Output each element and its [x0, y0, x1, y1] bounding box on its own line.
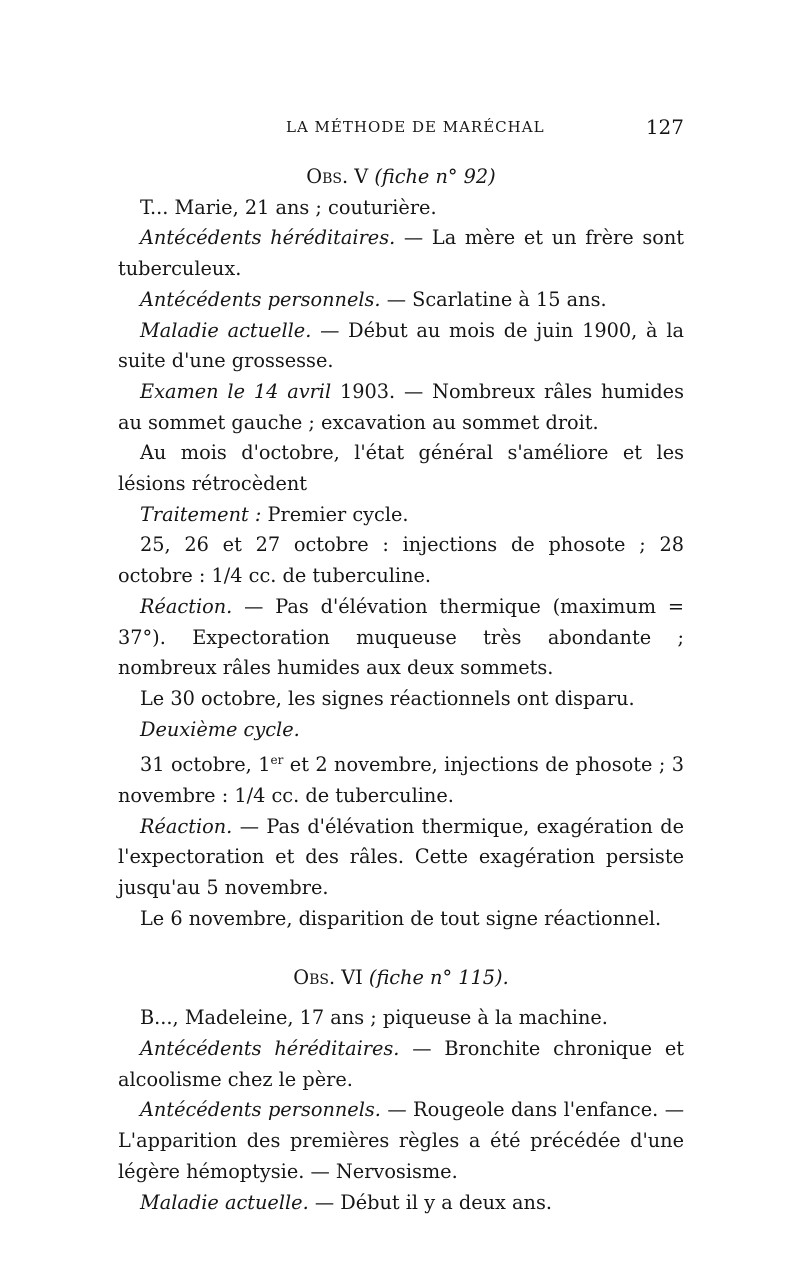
- obs5-injections-1: 25, 26 et 27 octobre : injections de phosote ; 28 octobre : 1/4 cc. de tuberculine.: [118, 533, 684, 588]
- obs5-exam-label: Examen le 14 avril: [140, 379, 332, 403]
- page-body: [118, 162, 684, 1218]
- obs5-reaction-2-label: Réaction.: [140, 814, 233, 838]
- obs5-exam-text: 1903. — Nombreux râles humides au sommet gauche ; excavation au sommet droit.: [118, 379, 684, 434]
- obs6-heading: [118, 963, 684, 994]
- obs5-reaction-1-text: — Pas d'élévation thermique (maximum = 37°). Expectoration muqueuse très abondante ; nombreux râles humides aux deux sommets.: [118, 594, 684, 680]
- obs5-current-text: — Début au mois de juin 1900, à la suite d'une grossesse.: [118, 318, 684, 373]
- obs5-hereditary: [118, 223, 684, 284]
- obs6-personal: [118, 1095, 684, 1187]
- obs6-hereditary-text: — Bronchite chronique et alcoolisme chez le père.: [118, 1036, 684, 1091]
- obs5-reaction-1-label: Réaction.: [140, 594, 233, 618]
- obs5-hereditary-text: — La mère et un frère sont tuberculeux.: [118, 226, 684, 281]
- obs6-heading-ref: (fiche n° 115).: [368, 965, 509, 989]
- obs5-reaction-2: [118, 812, 684, 904]
- obs5-personal-label: Antécédents personnels.: [140, 287, 381, 311]
- obs6-current-label: Maladie actuelle.: [140, 1190, 309, 1214]
- obs5-exam: [118, 377, 684, 438]
- obs6-hereditary: [118, 1034, 684, 1095]
- obs5-6-november: Le 6 novembre, disparition de tout signe réactionnel.: [140, 906, 662, 930]
- running-head-title: LA MÉTHODE DE MARÉCHAL: [286, 118, 545, 136]
- obs6-hereditary-label: Antécédents héréditaires.: [140, 1036, 400, 1060]
- obs5-injections-2-a: 31 octobre, 1: [140, 753, 271, 777]
- obs5-treatment-text: Premier cycle.: [261, 502, 409, 526]
- obs6-current: [118, 1188, 684, 1219]
- obs5-injections-2-b: et 2 novembre, injections de phosote ; 3 novembre : 1/4 cc. de tuberculine.: [118, 753, 684, 808]
- obs5-cycle-2-label: Deuxième cycle.: [140, 717, 300, 741]
- obs5-reaction-1: [118, 592, 684, 684]
- obs6-heading-label: Obs. VI: [293, 965, 363, 989]
- obs5-heading-label: Obs. V: [306, 165, 369, 188]
- obs5-treatment-label: Traitement :: [140, 502, 262, 526]
- obs5-injections-2: [118, 745, 684, 811]
- obs5-personal: [118, 285, 684, 316]
- obs5-heading: [118, 162, 684, 193]
- section-gap: [118, 935, 684, 963]
- obs5-heading-ref: (fiche n° 92): [374, 165, 496, 188]
- obs5-reaction-2-text: — Pas d'élévation thermique, exagération de l'expectoration et des râles. Cette exagération persiste jusqu'au 5 novembre.: [118, 814, 684, 900]
- obs5-30-october: Le 30 octobre, les signes réactionnels ont disparu.: [140, 686, 635, 710]
- obs5-treatment: [118, 500, 684, 531]
- obs5-cycle-2: [118, 715, 684, 746]
- obs5-current: [118, 316, 684, 377]
- obs5-patient: T... Marie, 21 ans ; couturière.: [140, 195, 437, 219]
- heading-gap: [118, 993, 684, 1003]
- obs5-current-label: Maladie actuelle.: [140, 318, 312, 342]
- obs6-current-text: — Début il y a deux ans.: [308, 1190, 552, 1214]
- obs5-hereditary-label: Antécédents héréditaires.: [140, 226, 396, 250]
- obs6-personal-label: Antécédents personnels.: [140, 1098, 381, 1122]
- obs6-personal-text: — Rougeole dans l'enfance. — L'apparition des premières règles a été précédée d'une légère hémoptysie. — Nervosisme.: [118, 1098, 684, 1183]
- obs5-october: Au mois d'octobre, l'état général s'améliore et les lésions rétrocèdent: [118, 441, 684, 496]
- page-number: 127: [645, 115, 684, 139]
- obs6-patient: B..., Madeleine, 17 ans ; piqueuse à la machine.: [140, 1006, 608, 1030]
- obs5-injections-2-sup: er: [270, 753, 284, 768]
- running-head: [118, 115, 684, 144]
- obs5-personal-text: — Scarlatine à 15 ans.: [380, 287, 607, 311]
